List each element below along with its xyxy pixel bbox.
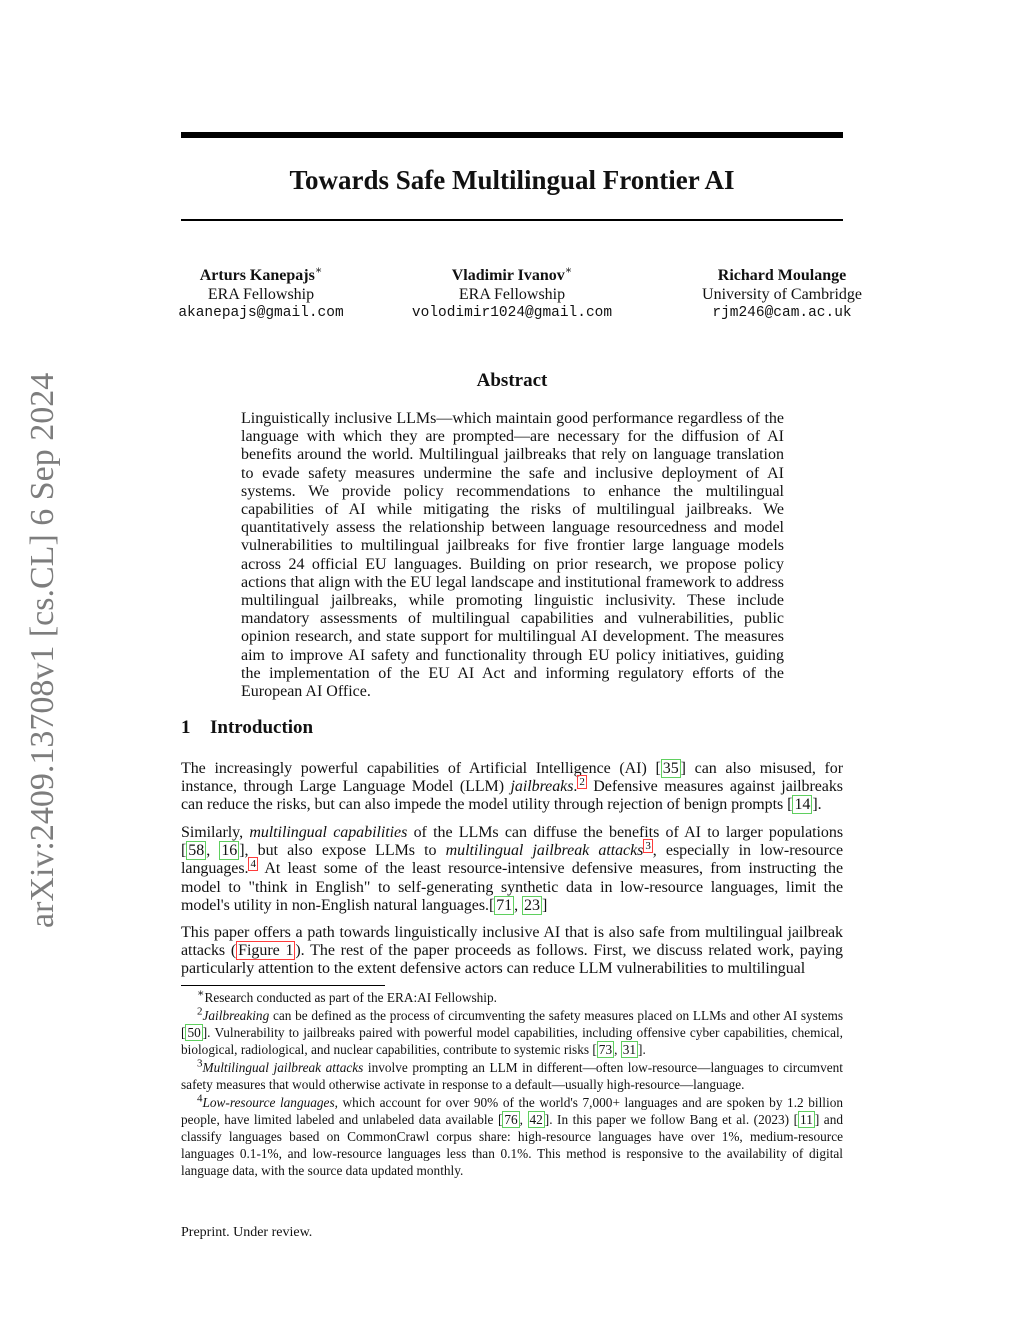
emphasis-term: multilingual capabilities (249, 824, 408, 841)
section-number: 1 (181, 717, 191, 738)
text-run: of the LLMs can diffuse the benefits of AI to larger populations (407, 824, 843, 841)
footnotes (181, 989, 843, 1179)
citation-link[interactable]: 11 (800, 1112, 813, 1127)
title-top-rule (181, 132, 843, 138)
footnote-text: . In this paper we follow Bang et al. (2023) (549, 1112, 794, 1127)
footnote-text: . Vulnerability to jailbreaks paired with powerful model capabilities, including offensive cyber capabilities, chemical, biological, radiological, and nuclear capabilities, contribute to systemic risks (181, 1025, 843, 1057)
footnote-text: involve prompting an LLM in different—often low-resource—languages to circumvent safety measures that would otherwise activate in response to a default—usually high-resource—language. (181, 1060, 843, 1092)
author-block (178, 264, 862, 326)
footnote-text: , which account for over 90% of the world's 7,000+ languages and are spoken by 1.2 billion people, have limited labeled and unlabeled data available (181, 1095, 843, 1127)
text-run: The increasingly powerful capabilities of Artificial Intelligence (AI) (181, 760, 656, 777)
emphasis-term: Multilingual jailbreak attacks (202, 1060, 364, 1075)
author-3 (652, 266, 912, 323)
citation-link[interactable]: 16 (221, 842, 238, 860)
author-email[interactable]: rjm246@cam.ac.uk (712, 305, 852, 321)
text-run: can also misused, for instance, through Large Language Model (LLM) (181, 760, 844, 796)
footnote-1 (181, 989, 843, 1006)
footnote-link[interactable]: 2 (579, 775, 585, 788)
text-run: At least some of the least resource-intensive defensive measures, from instructing the model to "think in English" to self-generating synthetic data in low-resource languages, limit the model's utility in non-English natural languages. (181, 860, 843, 914)
citation-link[interactable]: 23 (524, 896, 540, 914)
footnote-text: Research conducted as part of the ERA:AI Fellowship. (204, 990, 497, 1005)
citation-link[interactable]: 35 (662, 760, 679, 777)
text-run: , (514, 896, 523, 914)
section-title: Introduction (210, 717, 314, 738)
section-heading-introduction (181, 716, 313, 740)
citation-link[interactable]: 73 (598, 1042, 613, 1057)
citation-link[interactable]: 42 (529, 1112, 543, 1127)
paper-title: Towards Safe Multilingual Frontier AI (289, 165, 735, 195)
text-run: . (573, 778, 578, 796)
text-run: Defensive measures against jailbreaks can reduce the risks, but can also impede the model utility through rejection of benign prompts (181, 778, 843, 814)
footnote-text: . (642, 1042, 646, 1057)
citation-link[interactable]: 14 (794, 796, 811, 814)
footnote-text: can be defined as the process of circumventing the safety measures placed on LLMs and other AI systems (269, 1008, 843, 1023)
preprint-notice: Preprint. Under review. (181, 1225, 313, 1240)
arxiv-identifier[interactable]: arXiv:2409.13708v1 [cs.CL] 6 Sep 2024 (24, 372, 61, 928)
text-run: This paper offers a path towards linguistically inclusive AI that is also safe from multilingual jailbreak attacks ( (181, 924, 843, 960)
author-name: Arturs Kanepajs (199, 267, 315, 284)
footnote-mark: 2 (197, 1005, 203, 1018)
abstract-heading: Abstract (476, 370, 548, 391)
figure-reference-link[interactable]: Figure 1 (238, 942, 294, 960)
footnote-separator (181, 985, 385, 986)
footnote-link[interactable]: 3 (645, 839, 651, 852)
author-2 (382, 266, 642, 323)
footnote-text: , (614, 1042, 621, 1057)
intro-paragraph-1: The increasingly powerful capabilities of Artificial Intelligence (AI) [ 35 ] can also misused, for instance, through Large Language Model (LLM) jailbreaks. $^2$ Defensive measures against jailbreaks can reduce the risks, but can also impede the model utility through rejection of benign prompts [ 14 ]. (181, 760, 844, 814)
citation-link[interactable]: 71 (496, 896, 513, 914)
text-run: ). The rest of the paper proceeds as follows. First, we discuss related work, paying particularly attention to the extent defensive actors can reduce LLM vulnerabilities to multilingual (181, 942, 844, 978)
author-affiliation: ERA Fellowship (458, 286, 566, 303)
footnote-mark: 4 (197, 1092, 203, 1105)
text-run: , but also expose LLMs to (244, 842, 446, 860)
author-email[interactable]: volodimir1024@gmail.com (411, 305, 613, 321)
citation-link[interactable]: 76 (504, 1112, 518, 1127)
text-run: , especially in low-resource languages. (181, 842, 844, 878)
emphasis-term: multilingual jailbreak attacks (445, 842, 644, 860)
citation-link[interactable]: 31 (622, 1042, 637, 1057)
footnote-link[interactable]: 4 (250, 858, 256, 871)
footnote-4: $^4$Low-resource languages, which account for over 90% of the world's 7,000+ languages and are spoken by 1.2 billion people, have limited labeled and unlabeled data available [ 76 , 42 ]. In this paper we follow Bang et al. (2023) [ 11 ] and classify languages based on CommonCrawl corpus share: high-resource languages have over 1%, medium-resource languages 0.1-1%, and low-resource languages less than 0.1%. This method is responsive to the availability of digital language data, with the source data updated monthly. (181, 1092, 843, 1178)
abstract-text: Linguistically inclusive LLMs—which maintain good performance regardless of the language with which they are prompted—are necessary for the diffusion of AI benefits around the world. Multilingual jailbreaks that rely on language translation to evade safety measures undermine the safe and inclusive deployment of AI systems. We provide policy recommendations to enhance the multilingual capabilities of AI while mitigating the risks of multilingual jailbreaks. We quantitatively assess the relationship between language resourcedness and model vulnerabilities to multilingual jailbreaks for five frontier large language models across 24 official EU languages. Building on prior research, we propose policy actions that align with the EU legal landscape and institutional framework to address multilingual jailbreaks, while promoting linguistic inclusivity. These include mandatory assessments of multilingual capabilities and vulnerabilities, public opinion research, and state support for multilingual AI development. The measures aim to improve AI safety and functionality through EU policy initiatives, guiding the implementation of the EU AI Act and informing regulatory efforts of the European AI Office. (241, 410, 784, 701)
emphasis-term: Jailbreaking (202, 1008, 270, 1023)
author-1 (131, 266, 391, 323)
footnote-text: , (519, 1112, 528, 1127)
citation-link[interactable]: 50 (187, 1025, 201, 1040)
author-affiliation: ERA Fellowship (207, 286, 315, 303)
author-affiliation: University of Cambridge (702, 286, 862, 303)
text-run: , (206, 842, 220, 860)
author-name: Richard Moulange (717, 267, 847, 284)
author-name: Vladimir Ivanov (451, 267, 565, 284)
text-run: . (817, 796, 822, 814)
text-run: Similarly, (181, 824, 250, 841)
citation-link[interactable]: 58 (188, 842, 205, 860)
title-bottom-rule (181, 219, 843, 221)
author-email[interactable]: akanepajs@gmail.com (178, 305, 344, 321)
intro-paragraph-2: Similarly, multilingual capabilities of the LLMs can diffuse the benefits of AI to larger populations [ 58 , 16 ], but also expose LLMs to multilingual jailbreak attacks $^3$ , especially in low-resource languages. $^4$ At least some of the least resource-intensive defensive measures, from instructing the model to "think in English" to self-generating synthetic data in low-resource languages, limit the model's utility in non-English natural languages.[ 71 , 23 ] (181, 824, 844, 914)
equal-contribution-mark: ∗ (314, 264, 323, 277)
intro-paragraph-3 (181, 924, 843, 979)
emphasis-term: Low-resource languages (202, 1095, 335, 1110)
footnote-2: $^2$Jailbreaking can be defined as the process of circumventing the safety measures placed on LLMs and other AI systems [ 50 ]. Vulnerability to jailbreaks paired with powerful model capabilities, including offensive cyber capabilities, chemical, biological, radiological, and nuclear capabilities, contribute to systemic risks [ 73 , 31 ]. (181, 1005, 843, 1057)
emphasis-term: jailbreaks (510, 778, 574, 796)
footnote-text: and classify languages based on CommonCrawl corpus share: high-resource languages have over 1%, medium-resource languages 0.1-1%, and low-resource languages less than 0.1%. This method is responsive to the availability of digital language data, with the source data updated monthly. (181, 1112, 843, 1178)
footnote-mark: ∗ (197, 987, 205, 1000)
footnote-mark: 3 (197, 1057, 203, 1070)
equal-contribution-mark: ∗ (564, 264, 573, 277)
footnote-3 (181, 1059, 843, 1093)
